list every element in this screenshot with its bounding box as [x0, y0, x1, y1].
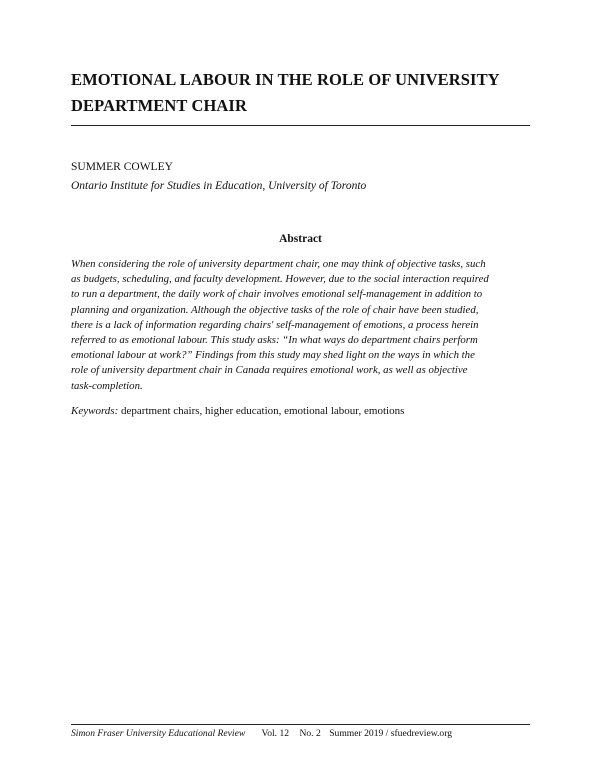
abstract-line: referred to as emotional labour. This study asks: “In what ways do department chairs perform [71, 334, 478, 347]
footer-divider [71, 724, 530, 725]
abstract-line: planning and organization. Although the objective tasks of the role of chair have been studied, [71, 303, 479, 316]
title-line-1: EMOTIONAL LABOUR IN THE ROLE OF UNIVERSITY [71, 70, 500, 89]
keywords-text: department chairs, higher education, emotional labour, emotions [118, 405, 405, 417]
footer-journal: Simon Fraser University Educational Review [71, 728, 246, 739]
abstract-line: task-completion. [71, 379, 143, 392]
abstract-line: When considering the role of university department chair, one may think of objective tasks, such [71, 258, 486, 270]
abstract-line: role of university department chair in Canada requires emotional work, as well as objective [71, 364, 468, 377]
abstract-line: to run a department, the daily work of chair involves emotional self-management in addition to [71, 288, 483, 301]
keywords [71, 404, 404, 418]
title-divider [71, 125, 530, 126]
footer-number: No. 2 [299, 728, 321, 739]
abstract-body [71, 257, 541, 394]
abstract-line: as budgets, scheduling, and faculty development. However, due to the social interaction required [71, 273, 489, 286]
author-affiliation: Ontario Institute for Studies in Education, University of Toronto [71, 180, 367, 192]
footer-volume: Vol. 12 [261, 728, 290, 739]
footer-issue-site: Summer 2019 / sfuedreview.org [329, 728, 453, 739]
page-footer [71, 728, 452, 740]
abstract-line: emotional labour at work?” Findings from this study may shed light on the ways in which the [71, 349, 475, 362]
abstract-line: there is a lack of information regarding chairs' self-management of emotions, a process herein [71, 318, 479, 331]
author-name: SUMMER COWLEY [71, 161, 173, 173]
keywords-label: Keywords: [71, 405, 119, 417]
title-line-2: DEPARTMENT CHAIR [71, 96, 247, 115]
paper-title [71, 67, 541, 119]
abstract-heading: Abstract [279, 233, 322, 245]
